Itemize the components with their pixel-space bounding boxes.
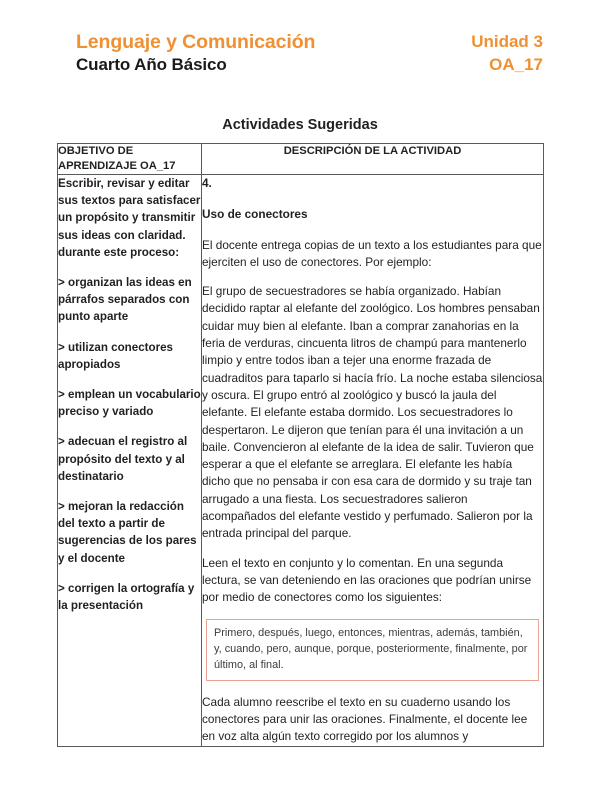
- page-title: Actividades Sugeridas: [222, 117, 378, 133]
- objective-bullet-0: > organizan las ideas en párrafos separados con punto aparte: [58, 276, 192, 324]
- objective-bullet-1: > utilizan conectores apropiados: [58, 340, 174, 371]
- masthead-left: [76, 30, 315, 76]
- activity-closing: Cada alumno reescribe el texto en su cuaderno usando los conectores para unir las oraciones. Finalmente, el docente lee en voz alta algún texto corregido por los alumnos y: [202, 694, 528, 744]
- objective-cell: [58, 175, 202, 747]
- objective-bullet-5: > corrigen la ortografía y la presentación: [58, 581, 195, 613]
- activity-number: 4.: [202, 176, 212, 190]
- oa-code-label: OA_17: [489, 55, 543, 74]
- objective-intro: Escribir, revisar y editar sus textos para satisfacer un propósito y transmitir sus ideas con claridad. durante este proceso:: [58, 177, 201, 259]
- grade-title: Cuarto Año Básico: [76, 55, 227, 74]
- subject-title: Lenguaje y Comunicación: [76, 31, 316, 53]
- unit-label: Unidad 3: [471, 32, 543, 51]
- objective-bullet-4: > mejoran la redacción del texto a partir de sugerencias de los pares y el docente: [58, 500, 197, 565]
- objective-bullet-3: > adecuan el registro al propósito del texto y al destinatario: [58, 435, 188, 483]
- column-header-objective: OBJETIVO DE APRENDIZAJE OA_17: [58, 144, 202, 175]
- masthead: [57, 30, 543, 86]
- activity-instruction: Leen el texto en conjunto y lo comentan. En una segunda lectura, se van deteniendo en las oraciones que podrían unirse por medio de conectores como los siguientes:: [202, 555, 532, 605]
- column-header-description: DESCRIPCIÓN DE LA ACTIVIDAD: [202, 144, 544, 175]
- activity-story-text: El grupo de secuestradores se había organizado. Habían decidido raptar al elefante del zoológico. Los hombres pensaban cuidar muy bien al elefante. Iban a comprar zanahorias en la feria de verduras, cincuenta litros de champú para mantenerlo limpio y entre todos iban a tejer una enorme frazada de cuadraditos para taparlo si hacía frío. La noche estaba silenciosa y oscura. El grupo entró al zoológico y buscó la jaula del elefante. El elefante estaba dormido. Los secuestradores lo despertaron. Le dijeron que tenían para él una invitación a un baile. Convencieron al elefante de la idea de salir. Tuvieron que esperar a que el elefante se arreglara. El elefante les había dicho que no pensaba ir con esa cara de dormido y su traje tan arrugado a una fiesta. Los secuestradores salieron acompañados del elefante vestido y perfumado. Salieron por la entrada principal del parque.: [202, 284, 543, 541]
- activities-table: [57, 143, 544, 747]
- objective-bullet-2: > emplean un vocabulario preciso y variado: [58, 388, 201, 419]
- table-row: [58, 175, 544, 747]
- activity-cell: [202, 175, 544, 747]
- masthead-right: [471, 30, 543, 76]
- activity-subtitle: Uso de conectores: [202, 207, 308, 222]
- activity-intro: El docente entrega copias de un texto a los estudiantes para que ejerciten el uso de conectores. Por ejemplo:: [202, 237, 542, 269]
- connectors-list-box: Primero, después, luego, entonces, mientras, además, también, y, cuando, pero, aunque, porque, posteriormente, finalmente, por último, al final.: [206, 619, 539, 681]
- table-header-row: [58, 144, 544, 175]
